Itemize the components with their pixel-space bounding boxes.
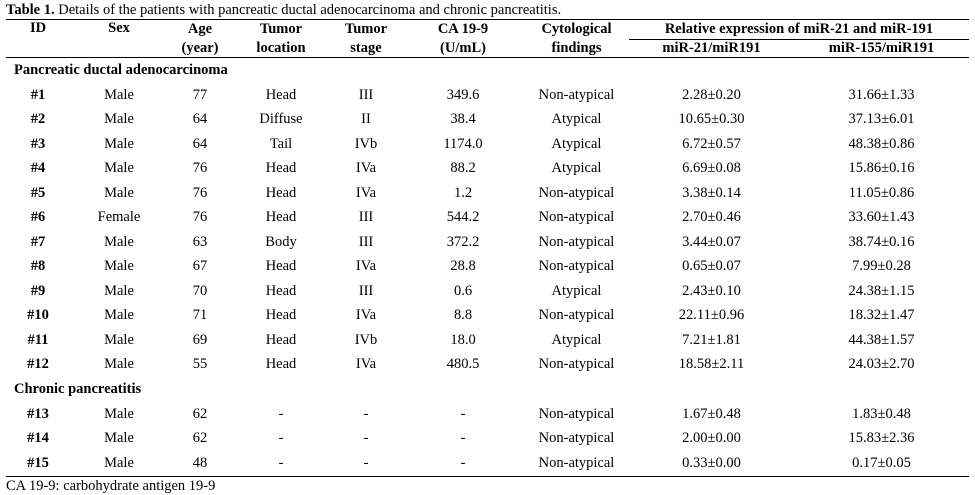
- cell-mir155: 7.99±0.28: [852, 258, 911, 275]
- cell-stage: II: [361, 111, 371, 128]
- table-caption: [6, 1, 561, 19]
- cell-age: 76: [192, 184, 208, 201]
- cell-cyto: Atypical: [551, 135, 602, 152]
- header-id: ID: [6, 20, 70, 58]
- cell-sex: Male: [104, 331, 134, 348]
- table-row: [6, 328, 969, 353]
- cell-location: Head: [265, 331, 297, 348]
- patient-table: [6, 19, 969, 477]
- header-stage-line2: stage: [350, 39, 382, 56]
- cell-sex: Male: [104, 282, 134, 299]
- cell-mir21: 3.44±0.07: [682, 233, 741, 250]
- cell-mir155: 1.83±0.48: [852, 405, 911, 422]
- cell-mir21: 6.72±0.57: [682, 135, 741, 152]
- cell-ca: 88.2: [450, 160, 476, 177]
- cell-mir21: 3.38±0.14: [682, 184, 741, 201]
- header-cyto-line2: findings: [551, 39, 602, 56]
- cell-stage: III: [358, 209, 374, 226]
- cell-mir155: 48.38±0.86: [848, 135, 915, 152]
- cell-cyto: Non-atypical: [538, 307, 615, 324]
- cell-location: -: [278, 430, 284, 447]
- cell-stage: III: [358, 282, 374, 299]
- cell-ca: 372.2: [446, 233, 480, 250]
- cell-id: #12: [27, 356, 49, 373]
- header-ca-line2: (U/mL): [440, 39, 486, 56]
- header-location-line1: Tumor: [232, 20, 330, 40]
- cell-stage: IVb: [354, 135, 378, 152]
- cell-cyto: Non-atypical: [538, 209, 615, 226]
- cell-location: Body: [265, 233, 297, 250]
- cell-ca: -: [460, 405, 466, 422]
- cell-mir155: 44.38±1.57: [848, 331, 915, 348]
- cell-id: #4: [30, 160, 46, 177]
- cell-age: 76: [192, 160, 208, 177]
- cell-sex: Male: [104, 184, 134, 201]
- table-row: [6, 83, 969, 108]
- cell-mir155: 11.05±0.86: [848, 184, 915, 201]
- cell-cyto: Non-atypical: [538, 258, 615, 275]
- cell-stage: IVa: [355, 307, 377, 324]
- cell-id: #5: [30, 184, 46, 201]
- cell-location: Head: [265, 307, 297, 324]
- header-mir21: miR-21/miR191: [662, 40, 761, 56]
- cell-id: #15: [6, 451, 70, 476]
- cell-stage: IVa: [355, 184, 377, 201]
- cell-stage: IVb: [354, 331, 378, 348]
- header-location-line2: location: [256, 39, 306, 56]
- cell-stage: III: [358, 86, 374, 103]
- cell-cyto: Atypical: [551, 331, 602, 348]
- cell-age: 76: [192, 209, 208, 226]
- cell-mir155: 33.60±1.43: [848, 209, 915, 226]
- cell-stage: IVa: [355, 258, 377, 275]
- table-row: [6, 451, 969, 476]
- cell-ca: 8.8: [453, 307, 473, 324]
- table-row: [6, 427, 969, 452]
- group-title: Chronic pancreatitis: [14, 381, 142, 397]
- header-age-line2: (year): [181, 39, 219, 56]
- cell-sex: Male: [104, 86, 134, 103]
- cell-stage: -: [330, 451, 402, 476]
- cell-cyto: Non-atypical: [538, 184, 615, 201]
- cell-sex: Male: [104, 307, 134, 324]
- cell-mir21: 6.69±0.08: [682, 160, 741, 177]
- cell-location: Head: [265, 86, 297, 103]
- cell-sex: Male: [104, 356, 134, 373]
- cell-cyto: Atypical: [551, 282, 602, 299]
- cell-id: #10: [27, 307, 49, 324]
- header-stage-line1: Tumor: [330, 20, 402, 40]
- cell-age: 64: [192, 111, 208, 128]
- cell-sex: Male: [104, 111, 134, 128]
- cell-location: Head: [265, 184, 297, 201]
- table-row: [6, 108, 969, 133]
- table-header: [6, 20, 969, 58]
- table-body: [6, 58, 969, 477]
- cell-ca: 38.4: [450, 111, 476, 128]
- cell-cyto: Non-atypical: [524, 451, 629, 476]
- header-age-line1: Age: [168, 20, 232, 40]
- header-ca-line1: CA 19-9: [402, 20, 524, 40]
- table-row: [6, 206, 969, 231]
- cell-stage: -: [363, 430, 369, 447]
- cell-mir155: 15.86±0.16: [848, 160, 915, 177]
- cell-location: Head: [265, 209, 297, 226]
- cell-cyto: Non-atypical: [538, 86, 615, 103]
- table-label: Table 1.: [6, 2, 55, 18]
- cell-mir21: 7.21±1.81: [682, 331, 741, 348]
- table-row: [6, 402, 969, 427]
- cell-cyto: Non-atypical: [538, 356, 615, 373]
- table-row: [6, 157, 969, 182]
- cell-ca: 18.0: [450, 331, 476, 348]
- cell-id: #13: [27, 405, 49, 422]
- table-row: [6, 353, 969, 378]
- cell-sex: Male: [104, 258, 134, 275]
- cell-mir21: 2.28±0.20: [682, 86, 741, 103]
- cell-mir21: 2.70±0.46: [682, 209, 741, 226]
- cell-cyto: Atypical: [551, 160, 602, 177]
- cell-age: 77: [192, 86, 208, 103]
- table-row: [6, 230, 969, 255]
- cell-location: Head: [265, 282, 297, 299]
- cell-mir155: 15.83±2.36: [848, 430, 915, 447]
- cell-mir21: 22.11±0.96: [678, 307, 745, 324]
- cell-sex: Male: [104, 160, 134, 177]
- cell-mir155: 18.32±1.47: [848, 307, 915, 324]
- cell-mir21: 2.00±0.00: [682, 430, 741, 447]
- cell-sex: Male: [104, 430, 134, 447]
- cell-age: 55: [192, 356, 208, 373]
- cell-sex: Male: [104, 135, 134, 152]
- cell-age: 64: [192, 135, 208, 152]
- cell-stage: IVa: [355, 356, 377, 373]
- cell-age: 69: [192, 331, 208, 348]
- cell-mir155: 24.03±2.70: [848, 356, 915, 373]
- cell-id: #7: [30, 233, 46, 250]
- cell-ca: 349.6: [446, 86, 480, 103]
- cell-id: #2: [30, 111, 46, 128]
- header-mir155: miR-155/miR191: [828, 40, 935, 56]
- cell-id: #1: [30, 86, 46, 103]
- cell-ca: 28.8: [450, 258, 476, 275]
- group-row: [6, 58, 969, 84]
- cell-cyto: Non-atypical: [538, 430, 615, 447]
- cell-cyto: Non-atypical: [538, 405, 615, 422]
- cell-age: 62: [192, 405, 208, 422]
- cell-ca: 480.5: [446, 356, 480, 373]
- header-cyto-line1: Cytological: [524, 20, 629, 40]
- cell-mir21: 2.43±0.10: [682, 282, 741, 299]
- cell-location: Head: [265, 160, 297, 177]
- cell-stage: -: [363, 405, 369, 422]
- cell-id: #6: [30, 209, 46, 226]
- table-row: [6, 304, 969, 329]
- cell-age: 48: [168, 451, 232, 476]
- cell-ca: 1174.0: [443, 135, 483, 152]
- cell-cyto: Atypical: [551, 111, 602, 128]
- cell-age: 63: [192, 233, 208, 250]
- header-sex: Sex: [70, 20, 168, 58]
- cell-id: #3: [30, 135, 46, 152]
- cell-ca: -: [402, 451, 524, 476]
- cell-mir155: 0.17±0.05: [794, 451, 969, 476]
- cell-ca: -: [460, 430, 466, 447]
- cell-sex: Male: [104, 233, 134, 250]
- cell-id: #9: [30, 282, 46, 299]
- cell-mir21: 18.58±2.11: [678, 356, 745, 373]
- cell-id: #14: [27, 430, 49, 447]
- header-relative-expression: Relative expression of miR-21 and miR-191: [629, 20, 969, 40]
- cell-mir155: 38.74±0.16: [848, 233, 915, 250]
- cell-age: 71: [192, 307, 208, 324]
- table-row: [6, 181, 969, 206]
- cell-id: #11: [27, 331, 49, 348]
- cell-ca: 1.2: [453, 184, 473, 201]
- table-row: [6, 279, 969, 304]
- cell-ca: 544.2: [446, 209, 480, 226]
- cell-age: 67: [192, 258, 208, 275]
- cell-location: -: [232, 451, 330, 476]
- cell-sex: Male: [70, 451, 168, 476]
- cell-sex: Female: [97, 209, 141, 226]
- cell-stage: IVa: [355, 160, 377, 177]
- table-footnote: CA 19-9: carbohydrate antigen 19-9: [6, 478, 216, 494]
- cell-cyto: Non-atypical: [538, 233, 615, 250]
- cell-age: 62: [192, 430, 208, 447]
- cell-mir21: 1.67±0.48: [682, 405, 741, 422]
- table-row: [6, 132, 969, 157]
- cell-id: #8: [30, 258, 46, 275]
- cell-age: 70: [192, 282, 208, 299]
- cell-stage: III: [358, 233, 374, 250]
- cell-mir155: 37.13±6.01: [848, 111, 915, 128]
- table-row: [6, 255, 969, 280]
- cell-mir155: 24.38±1.15: [848, 282, 915, 299]
- cell-location: Tail: [269, 135, 293, 152]
- cell-mir21: 0.33±0.00: [629, 451, 794, 476]
- cell-ca: 0.6: [453, 282, 473, 299]
- cell-location: -: [278, 405, 284, 422]
- cell-sex: Male: [104, 405, 134, 422]
- caption-text: Details of the patients with pancreatic ductal adenocarcinoma and chronic pancreatitis.: [58, 2, 562, 18]
- cell-mir155: 31.66±1.33: [848, 86, 915, 103]
- group-title: Pancreatic ductal adenocarcinoma: [14, 62, 228, 78]
- cell-location: Diffuse: [259, 111, 303, 128]
- cell-mir21: 10.65±0.30: [678, 111, 745, 128]
- cell-location: Head: [265, 356, 297, 373]
- cell-location: Head: [265, 258, 297, 275]
- cell-mir21: 0.65±0.07: [682, 258, 741, 275]
- group-row: [6, 377, 969, 402]
